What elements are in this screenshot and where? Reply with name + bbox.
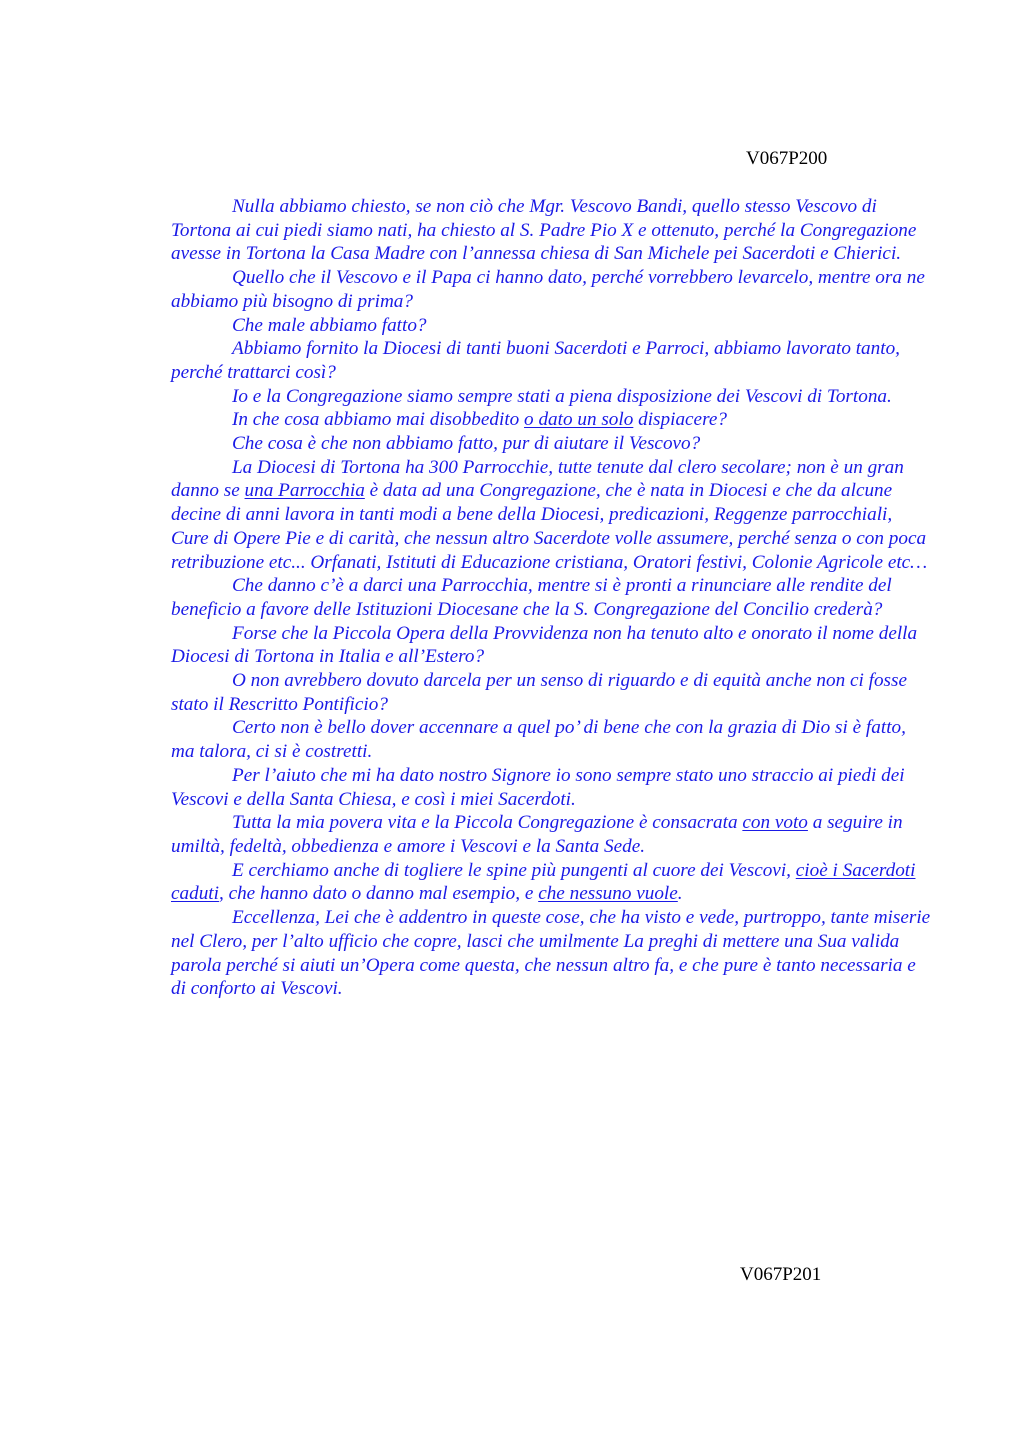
paragraph: Eccellenza, Lei che è addentro in queste cose, che ha visto e vede, purtroppo, tante miserie nel Clero, per l’alto ufficio che copre, lasci che umilmente La preghi di mettere una Sua valida parola perché si aiuti un’Opera come questa, che nessun altro fa, e che pure è tanto necessaria e di conforto ai Vescovi.	[171, 907, 931, 1000]
paragraph	[171, 456, 931, 575]
paragraph: Per l’aiuto che mi ha dato nostro Signore io sono sempre stato uno straccio ai piedi dei Vescovi e della Santa Chiesa, e così i miei Sacerdoti.	[171, 764, 905, 810]
paragraph: Abbiamo fornito la Diocesi di tanti buoni Sacerdoti e Parroci, abbiamo lavorato tanto, perché trattarci così?	[171, 338, 900, 383]
paragraph: O non avrebbero dovuto darcela per un senso di riguardo e di equità anche non ci fosse stato il Rescritto Pontificio?	[171, 670, 908, 715]
paragraph	[171, 408, 931, 432]
paragraph	[171, 859, 931, 906]
page-code-bottom: V067P201	[740, 1264, 822, 1285]
text-run: è data ad una Congregazione, che è nata in Diocesi e che da alcune decine di anni lavora in tanti modi a bene della Diocesi, predicazioni, Reggenze parrocchiali, Cure di Opere Pie e di carità, che nessun altro Sacerdote volle assumere, perché senza o con poca retribuzione etc... Orfanati, Istituti di Educazione cristiana, Oratori festivi, Colonie Agricole etc…	[171, 480, 928, 573]
underlined-phrase: una Parrocchia	[244, 480, 365, 502]
paragraph: Quello che il Vescovo e il Papa ci hanno dato, perché vorrebbero levarcelo, mentre ora ne abbiamo più bisogno di prima?	[171, 267, 925, 312]
text-run: .	[677, 883, 683, 905]
underlined-phrase: con voto	[742, 812, 808, 834]
paragraph: Forse che la Piccola Opera della Provvidenza non ha tenuto alto e onorato il nome della Diocesi di Tortona in Italia e all’Estero?	[171, 622, 918, 668]
paragraph	[171, 811, 931, 858]
paragraph: Che cosa è che non abbiamo fatto, pur di aiutare il Vescovo?	[232, 433, 701, 455]
paragraph: Che male abbiamo fatto?	[232, 314, 427, 336]
text-run: E cerchiamo anche di togliere le spine più pungenti al cuore dei Vescovi,	[232, 859, 796, 881]
text-run: dispiacere?	[633, 409, 727, 431]
paragraph: Nulla abbiamo chiesto, se non ciò che Mgr. Vescovo Bandi, quello stesso Vescovo di Tortona ai cui piedi siamo nati, ha chiesto al S. Padre Pio X e ottenuto, perché la Congregazione avesse in Tortona la Casa Madre con l’annessa chiesa di San Michele pei Sacerdoti e Chierici.	[171, 196, 917, 265]
paragraph: Certo non è bello dover accennare a quel po’ di bene che con la grazia di Dio si è fatto, ma talora, ci si è costretti.	[171, 717, 906, 763]
text-run: a seguire in umiltà, fedeltà, obbedienza e amore i Vescovi e la Santa Sede.	[171, 812, 903, 857]
text-run: , che hanno dato o danno mal esempio, e	[218, 883, 539, 905]
underlined-phrase: cioè i Sacerdoti caduti	[171, 859, 916, 905]
paragraph: Che danno c’è a darci una Parrocchia, mentre si è pronti a rinunciare alle rendite del beneficio a favore delle Istituzioni Diocesane che la S. Congregazione del Concilio crederà?	[171, 575, 892, 620]
text-run: La Diocesi di Tortona ha 300 Parrocchie, tutte tenute dal clero secolare; non è un gran danno se	[171, 456, 904, 502]
text-run: In che cosa abbiamo mai disobbedito	[232, 409, 525, 431]
underlined-phrase: o dato un solo	[524, 409, 634, 431]
letter-body	[171, 195, 931, 1001]
underlined-phrase: che nessuno vuole	[538, 883, 678, 905]
paragraph: Io e la Congregazione siamo sempre stati a piena disposizione dei Vescovi di Tortona.	[232, 385, 892, 407]
page-code-top: V067P200	[746, 148, 828, 169]
text-run: Tutta la mia povera vita e la Piccola Congregazione è consacrata	[232, 812, 743, 834]
